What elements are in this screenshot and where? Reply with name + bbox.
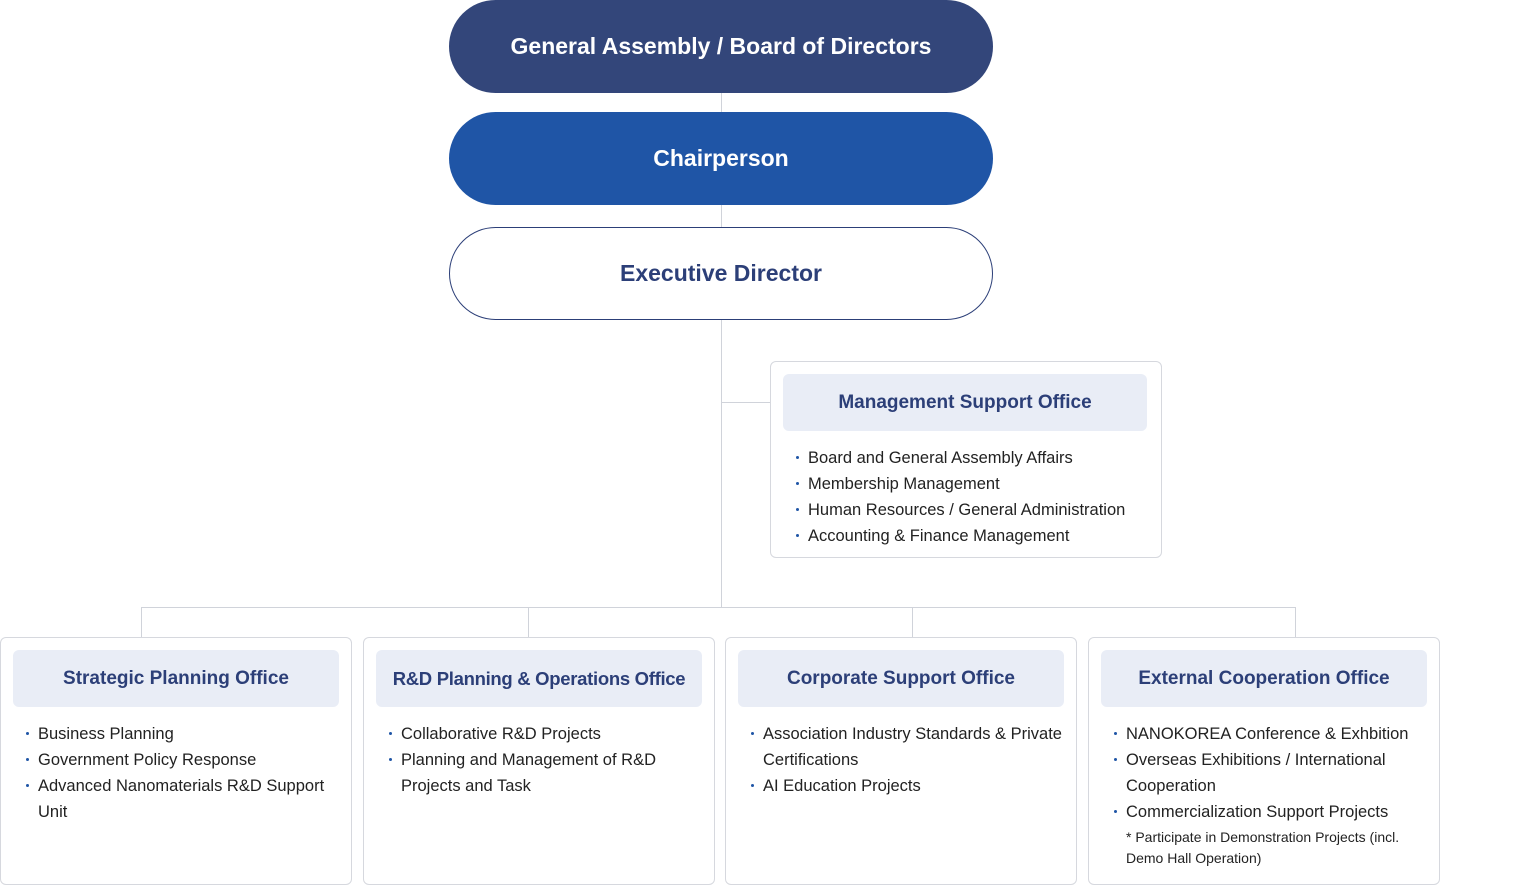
external-cooperation-office (1088, 637, 1440, 885)
chairperson-node (449, 112, 993, 205)
office-duty-list (783, 445, 1147, 549)
duty-item: Commercialization Support Projects (1114, 799, 1427, 825)
duty-item: NANOKOREA Conference & Exhbition (1114, 721, 1427, 747)
office-duty-list (376, 721, 702, 799)
office-title: Corporate Support Office (738, 650, 1064, 707)
duty-item: Overseas Exhibitions / International Cooperation (1114, 747, 1427, 799)
office-duty-list (1101, 721, 1427, 825)
connector-drop-4 (1295, 607, 1296, 638)
office-title: Management Support Office (783, 374, 1147, 431)
duty-item: Advanced Nanomaterials R&D Support Unit (26, 773, 339, 825)
office-title: External Cooperation Office (1101, 650, 1427, 707)
office-note: * Participate in Demonstration Projects (incl. Demo Hall Operation) (1126, 829, 1400, 866)
duty-item: Accounting & Finance Management (796, 523, 1147, 549)
connector-drop-1 (141, 607, 142, 638)
duty-item: AI Education Projects (751, 773, 1064, 799)
rd-planning-operations-office (363, 637, 715, 885)
connector-drop-3 (912, 607, 913, 638)
connector-drop-2 (528, 607, 529, 638)
office-duty-list (738, 721, 1064, 799)
connector-mgmt-branch (721, 402, 771, 403)
chairperson-label: Chairperson (653, 145, 789, 171)
duty-item: Membership Management (796, 471, 1147, 497)
executive-director-node (449, 227, 993, 320)
office-title: Strategic Planning Office (13, 650, 339, 707)
corporate-support-office (725, 637, 1077, 885)
duty-item: Government Policy Response (26, 747, 339, 773)
duty-item: Association Industry Standards & Private Certifications (751, 721, 1064, 773)
duty-item: Business Planning (26, 721, 339, 747)
management-support-office (770, 361, 1162, 558)
duty-item: Collaborative R&D Projects (389, 721, 702, 747)
general-assembly-label: General Assembly / Board of Directors (510, 33, 932, 59)
office-title: R&D Planning & Operations Office (376, 650, 702, 707)
general-assembly-node (449, 0, 993, 93)
connector-horizontal-bottom (141, 607, 1296, 608)
duty-item: Planning and Management of R&D Projects and Task (389, 747, 702, 799)
strategic-planning-office (0, 637, 352, 885)
office-duty-list (13, 721, 339, 825)
duty-item: Human Resources / General Administration (796, 497, 1147, 523)
executive-director-label: Executive Director (620, 260, 822, 286)
duty-item: Board and General Assembly Affairs (796, 445, 1147, 471)
